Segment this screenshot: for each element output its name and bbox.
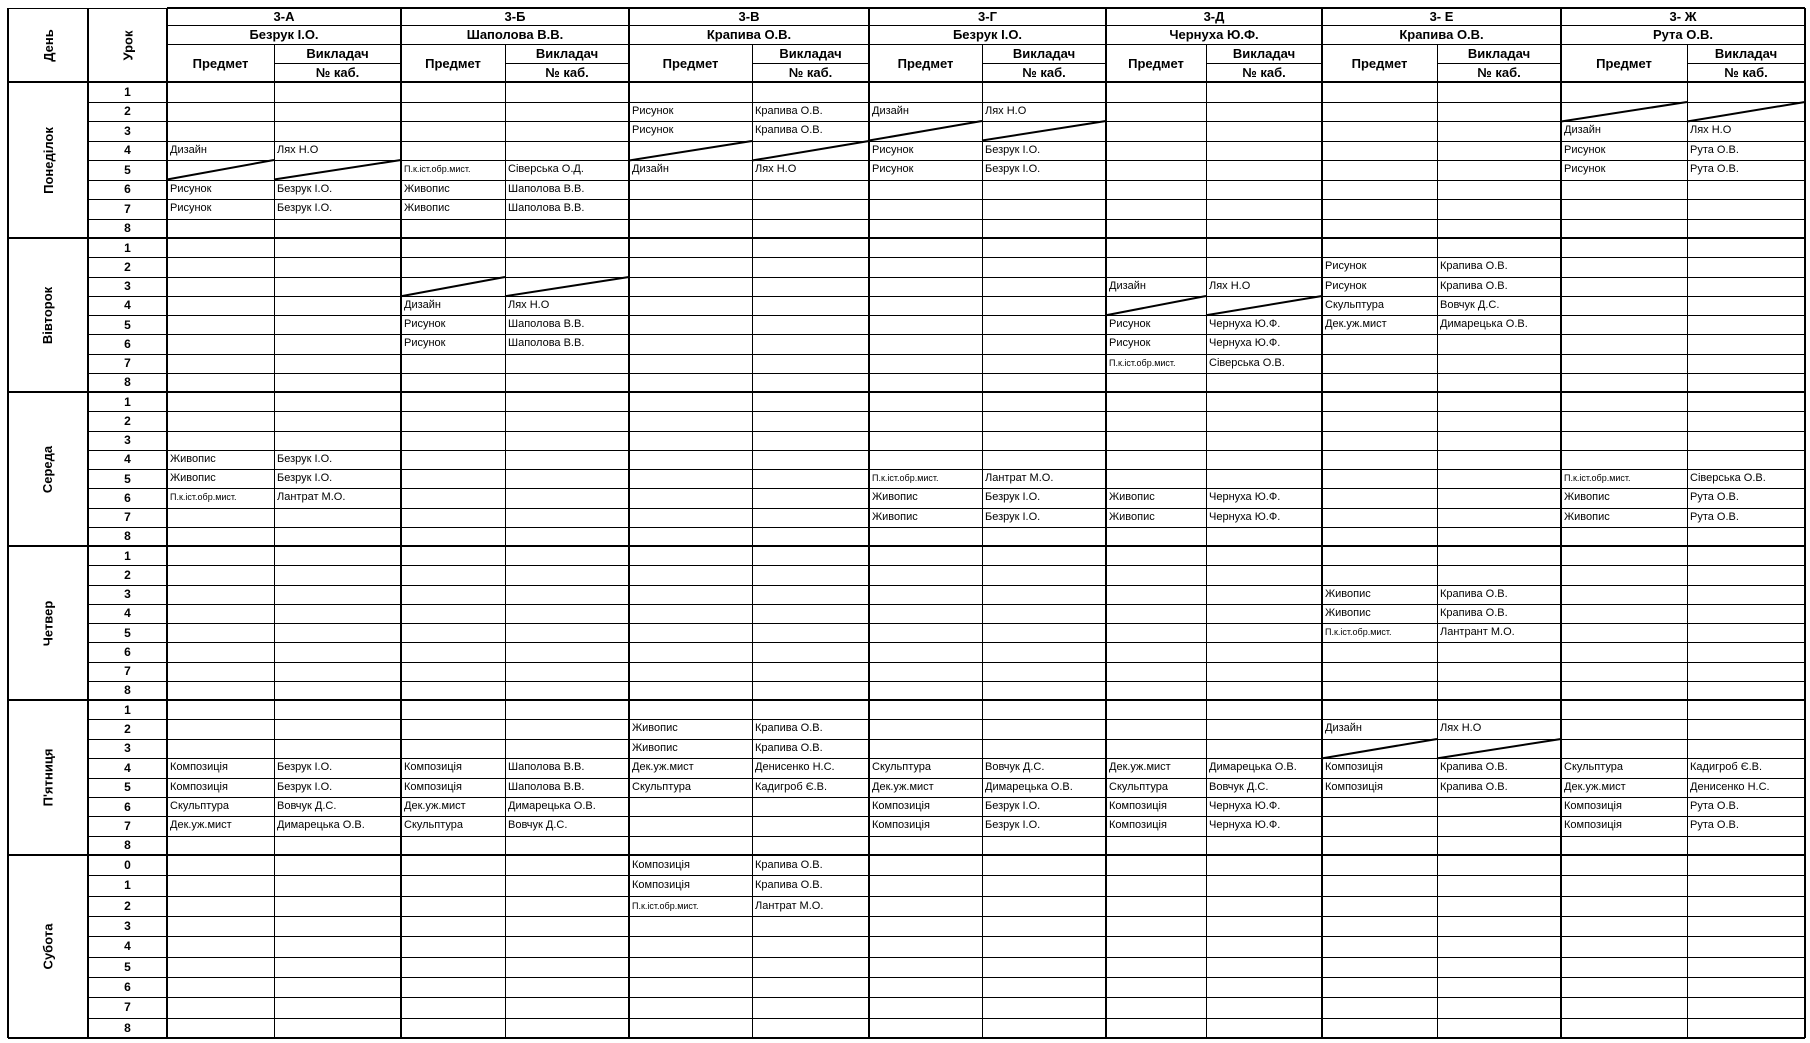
split-diagonal-line [752,141,869,161]
entry-teacher: Крапива О.В. [755,124,823,136]
entry-teacher: Крапива О.В. [1440,780,1508,793]
entry-teacher: Вовчук Д.С. [277,799,337,812]
entry-teacher: Лях Н.О [755,163,797,175]
entry-subject: Рисунок [170,182,212,195]
teacher-column-header: Викладач [306,46,369,61]
entry-subject: Композиція [170,761,228,774]
diagonal-stroke [274,160,401,180]
entry-teacher: Вовчук Д.С. [508,819,568,832]
entry-teacher: Шаполова В.В. [508,318,585,330]
entry-teacher: Лантрат М.О. [985,472,1054,484]
entry-subject: Дизайн [170,143,207,156]
entry-subject: Живопис [632,722,678,735]
split-diagonal-line [167,160,274,180]
entry-teacher: Безрук І.О. [277,182,333,195]
lesson-number: 6 [124,182,131,197]
lesson-number: 1 [124,702,131,717]
entry-teacher: Крапива О.В. [755,741,823,754]
entry-subject: Рисунок [632,124,674,136]
lesson-number: 5 [124,625,131,640]
teacher-column-header: Викладач [1232,46,1296,61]
entry-subject: Скульптура [1564,761,1624,774]
entry-teacher: Безрук І.О. [277,780,333,793]
teacher-column-header: Викладач [779,46,842,61]
entry-subject: Рисунок [872,143,914,156]
entry-subject: Композиція [404,761,462,774]
grid-line [88,681,1805,682]
lesson-number: 3 [124,279,131,294]
lesson-number: 4 [124,939,131,954]
entry-subject: Композиція [872,819,930,832]
entry-subject: Композиція [404,780,462,793]
entry-subject: Скульптура [872,761,932,774]
entry-subject: Композиція [872,799,930,812]
grid-line [1437,44,1438,1038]
grid-line [982,44,983,1038]
lesson-number: 5 [124,780,131,795]
day-column-header: День [40,28,56,62]
entry-subject: Композиція [1564,799,1622,812]
entry-subject: Дек.уж.мист [170,819,232,832]
entry-subject: Композиція [1325,761,1383,774]
entry-teacher: Рута О.В. [1690,819,1739,832]
entry-subject: Рисунок [1564,143,1606,156]
grid-line [88,936,1805,937]
grid-line [88,875,1805,876]
lesson-number: 2 [124,104,131,119]
lesson-number: 8 [124,529,131,544]
lesson-number: 4 [124,143,131,158]
entry-subject: Рисунок [170,202,212,214]
entry-subject: Композиція [1325,780,1383,793]
entry-teacher: Крапива О.В. [1440,587,1508,600]
entry-teacher: Димарецька О.В. [985,780,1073,793]
entry-subject: Рисунок [404,337,446,350]
grid-line [88,836,1805,837]
entry-subject: Скульптура [632,780,692,793]
entry-subject: Живопис [1325,606,1371,619]
entry-teacher: Лантрант М.О. [1440,626,1515,638]
entry-subject: Живопис [170,472,216,484]
day-label: Вівторок [40,286,56,344]
lesson-number: 5 [124,959,131,974]
entry-teacher: Лях Н.О [1440,722,1482,735]
entry-teacher: Димарецька О.В. [1209,761,1297,774]
entry-subject: Рисунок [1564,163,1606,175]
entry-subject: Дек.уж.мист [1109,761,1171,774]
entry-teacher: Рута О.В. [1690,143,1739,156]
entry-subject: Композиція [1564,819,1622,832]
grid-line [88,662,1805,663]
room-column-header: № каб. [315,65,360,80]
entry-subject: Скульптура [404,819,464,832]
diagonal-stroke [629,141,752,161]
lesson-number: 3 [124,741,131,756]
lesson-number: 5 [124,471,131,486]
subject-column-header: Предмет [1596,55,1652,71]
lesson-column-header: Урок [119,30,135,60]
lesson-number: 5 [124,162,131,177]
diagonal-stroke [505,277,629,296]
grid-line [8,391,1805,393]
entry-subject: Живопис [632,741,678,754]
lesson-number: 4 [124,452,131,467]
entry-subject: Композиція [632,879,690,892]
entry-teacher: Шаполова В.В. [508,761,585,774]
diagonal-stroke [1561,102,1687,122]
grid-line [8,1037,1805,1039]
lesson-number: 2 [124,259,131,274]
lesson-number: 3 [124,919,131,934]
day-label: Четвер [40,600,56,646]
entry-subject: Дек.уж.мист [872,780,934,793]
entry-teacher: Сіверська О.В. [1209,356,1285,369]
entry-teacher: Вовчук Д.С. [1440,298,1500,311]
entry-subject: Рисунок [1325,260,1367,273]
entry-subject: Живопис [1325,587,1371,600]
group-curator: Чернуха Ю.Ф. [1169,27,1259,42]
entry-subject: Дизайн [1109,279,1146,292]
split-diagonal-line [1322,739,1437,758]
entry-subject: Композиція [632,859,690,871]
grid-line [1437,63,1561,64]
grid-line [88,373,1805,374]
lesson-number: 3 [124,433,131,448]
entry-subject: Рисунок [404,318,446,330]
group-curator: Рута О.В. [1653,27,1713,42]
entry-teacher: Безрук І.О. [277,452,333,465]
entry-subject: Дизайн [404,298,441,311]
entry-teacher: Рута О.В. [1690,510,1739,523]
entry-subject: П.к.іст.обр.мист. [632,900,699,911]
entry-teacher: Крапива О.В. [755,859,823,871]
entry-subject: Скульптура [1325,298,1385,311]
entry-teacher: Лантрат М.О. [277,491,346,504]
entry-teacher: Крапива О.В. [1440,260,1508,273]
lesson-number: 6 [124,490,131,505]
entry-subject: Композиція [1109,799,1167,812]
entry-teacher: Лях Н.О [1209,279,1251,292]
group-name: 3-Б [504,9,526,24]
lesson-number: 7 [124,664,131,679]
entry-teacher: Димарецька О.В. [1440,318,1528,330]
entry-teacher: Крапива О.В. [755,722,823,735]
diagonal-stroke [401,277,505,296]
teacher-column-header: Викладач [1467,46,1531,61]
entry-teacher: Денисенко Н.С. [755,761,835,774]
entry-teacher: Лях Н.О [508,298,550,311]
grid-line [88,527,1805,528]
grid-line [88,896,1805,897]
lesson-number: 1 [124,878,131,893]
group-name: 3-А [273,9,295,24]
grid-line [1687,44,1688,1038]
entry-teacher: Лях Н.О [277,143,319,156]
lesson-number: 6 [124,644,131,659]
lesson-number: 2 [124,413,131,428]
entry-teacher: Чернуха Ю.Ф. [1209,337,1281,350]
lesson-number: 8 [124,1020,131,1035]
entry-subject: Рисунок [1109,337,1151,350]
subject-column-header: Предмет [425,55,481,71]
entry-teacher: Вовчук Д.С. [1209,780,1269,793]
lesson-number: 6 [124,336,131,351]
entry-subject: Скульптура [170,799,230,812]
room-column-header: № каб. [1724,65,1768,80]
entry-teacher: Шаполова В.В. [508,182,585,195]
subject-column-header: Предмет [897,55,954,71]
split-diagonal-line [274,160,401,180]
lesson-number: 7 [124,510,131,525]
lesson-number: 8 [124,375,131,390]
entry-subject: Дизайн [872,104,909,117]
grid-line [87,8,89,1038]
grid-line [1206,44,1207,1038]
entry-subject: П.к.іст.обр.мист. [1564,473,1631,483]
entry-subject: Рисунок [1325,279,1367,292]
split-diagonal-line [1206,296,1322,315]
entry-subject: Живопис [872,510,918,523]
entry-subject: Живопис [1109,491,1155,504]
lesson-number: 7 [124,818,131,833]
subject-column-header: Предмет [1351,55,1408,71]
split-diagonal-line [629,141,752,161]
entry-teacher: Лях Н.О [985,104,1027,117]
entry-subject: П.к.іст.обр.мист. [404,164,471,174]
split-diagonal-line [982,121,1106,141]
entry-teacher: Чернуха Ю.Ф. [1209,318,1281,330]
entry-subject: Живопис [404,202,450,214]
entry-teacher: Шаполова В.В. [508,337,585,350]
lesson-number: 4 [124,606,131,621]
split-diagonal-line [505,277,629,296]
split-diagonal-line [1437,739,1561,758]
entry-teacher: Безрук І.О. [277,761,333,774]
group-name: 3-Д [1203,9,1225,24]
grid-line [88,354,1805,355]
diagonal-stroke [1322,739,1437,758]
grid-line [88,1018,1805,1019]
entry-teacher: Рута О.В. [1690,163,1739,175]
day-label: П'ятниця [40,748,56,807]
grid-line [8,854,1805,856]
grid-line [88,411,1805,412]
entry-subject: Живопис [1564,510,1610,523]
group-curator: Шаполова В.В. [466,27,564,42]
group-curator: Крапива О.В. [1399,27,1484,42]
entry-subject: Композиція [170,780,228,793]
entry-teacher: Чернуха Ю.Ф. [1209,799,1281,812]
diagonal-stroke [167,160,274,180]
entry-subject: П.к.іст.обр.мист. [1109,357,1176,368]
grid-line [1206,63,1322,64]
entry-teacher: Безрук І.О. [985,143,1041,156]
entry-teacher: Денисенко Н.С. [1690,780,1770,793]
diagonal-stroke [1206,296,1322,315]
entry-teacher: Безрук І.О. [277,202,333,214]
subject-column-header: Предмет [662,55,719,71]
lesson-number: 8 [124,838,131,853]
entry-teacher: Вовчук Д.С. [985,761,1045,774]
entry-teacher: Рута О.В. [1690,491,1739,504]
entry-teacher: Сіверська О.Д. [508,163,584,175]
entry-teacher: Лях Н.О [1690,124,1732,136]
group-name: 3-В [738,9,760,24]
entry-subject: Рисунок [632,104,674,117]
grid-line [88,431,1805,432]
entry-teacher: Крапива О.В. [1440,279,1508,292]
entry-teacher: Безрук І.О. [985,491,1041,504]
group-name: 3- Е [1429,9,1454,24]
entry-subject: Живопис [170,452,216,465]
entry-subject: Живопис [872,491,918,504]
entry-teacher: Безрук І.О. [985,819,1041,832]
grid-line [88,916,1805,917]
entry-subject: Дек.уж.мист [1564,780,1626,793]
diagonal-stroke [869,121,982,141]
entry-teacher: Чернуха Ю.Ф. [1209,819,1281,832]
entry-subject: Живопис [404,182,450,195]
grid-line [1687,63,1805,64]
lesson-number: 8 [124,221,131,236]
entry-teacher: Безрук І.О. [277,472,333,484]
entry-subject: Рисунок [1109,318,1151,330]
entry-subject: Скульптура [1109,780,1169,793]
lesson-number: 1 [124,548,131,563]
lesson-number: 0 [124,858,131,873]
entry-teacher: Кадигроб Є.В. [755,780,828,793]
entry-teacher: Крапива О.В. [1440,606,1508,619]
teacher-column-header: Викладач [1714,46,1778,61]
lesson-number: 6 [124,980,131,995]
entry-teacher: Димарецька О.В. [277,819,365,832]
entry-subject: Дизайн [1564,124,1601,136]
entry-subject: Живопис [1109,510,1155,523]
entry-subject: Рисунок [872,163,914,175]
entry-subject: П.к.іст.обр.мист. [872,473,939,483]
room-column-header: № каб. [545,65,589,80]
diagonal-stroke [752,141,869,161]
group-curator: Крапива О.В. [706,27,792,42]
grid-line [88,219,1805,220]
entry-subject: Дизайн [1325,722,1362,735]
split-diagonal-line [1561,102,1687,122]
lesson-number: 3 [124,587,131,602]
room-column-header: № каб. [788,65,833,80]
lesson-number: 7 [124,1000,131,1015]
room-column-header: № каб. [1022,65,1066,80]
grid-line [8,237,1805,239]
grid-line [88,977,1805,978]
entry-subject: Дек.уж.мист [632,761,694,774]
grid-line [274,63,401,64]
grid-line [88,957,1805,958]
entry-subject: Дизайн [632,163,669,175]
room-column-header: № каб. [1242,65,1286,80]
entry-teacher: Димарецька О.В. [508,799,596,812]
split-diagonal-line [401,277,505,296]
entry-teacher: Безрук І.О. [985,163,1041,175]
subject-column-header: Предмет [192,55,249,71]
entry-teacher: Безрук І.О. [985,510,1041,523]
entry-teacher: Лантрат М.О. [755,899,824,912]
teacher-column-header: Викладач [535,46,599,61]
diagonal-stroke [1106,296,1206,315]
entry-teacher: Рута О.В. [1690,799,1739,812]
teacher-column-header: Викладач [1012,46,1076,61]
entry-subject: Композиція [1109,819,1167,832]
grid-line [8,81,1805,83]
grid-line [505,63,629,64]
subject-column-header: Предмет [1128,55,1184,71]
entry-subject: Дек.уж.мист [1325,318,1387,330]
entry-teacher: Шаполова В.В. [508,202,585,214]
lesson-number: 8 [124,683,131,698]
entry-teacher: Крапива О.В. [755,879,823,892]
group-name: 3- Ж [1669,9,1697,24]
grid-line [7,8,9,1038]
entry-teacher: Чернуха Ю.Ф. [1209,510,1281,523]
diagonal-stroke [1437,739,1561,758]
split-diagonal-line [1687,102,1805,122]
day-label: Понеділок [40,126,56,194]
entry-teacher: Сіверська О.В. [1690,472,1766,484]
lesson-number: 1 [124,84,131,99]
lesson-number: 6 [124,799,131,814]
grid-line [8,545,1805,547]
lesson-number: 7 [124,201,131,216]
grid-line [982,63,1106,64]
entry-teacher: Чернуха Ю.Ф. [1209,491,1281,504]
lesson-number: 1 [124,394,131,409]
entry-subject: П.к.іст.обр.мист. [1325,627,1392,637]
group-name: 3-Г [978,9,997,24]
lesson-number: 2 [124,567,131,582]
group-curator: Безрук І.О. [249,27,319,42]
lesson-number: 4 [124,298,131,313]
lesson-number: 2 [124,722,131,737]
lesson-number: 1 [124,240,131,255]
entry-teacher: Крапива О.В. [1440,761,1508,774]
diagonal-stroke [982,121,1106,141]
group-curator: Безрук І.О. [952,27,1023,42]
grid-line [752,63,869,64]
grid-line [8,699,1805,701]
lesson-number: 5 [124,317,131,332]
lesson-number: 7 [124,356,131,371]
entry-subject: П.к.іст.обр.мист. [170,492,237,503]
split-diagonal-line [869,121,982,141]
entry-subject: Живопис [1564,491,1610,504]
entry-subject: Дек.уж.мист [404,799,466,812]
entry-teacher: Безрук І.О. [985,799,1041,812]
lesson-number: 4 [124,760,131,775]
entry-teacher: Крапива О.В. [755,104,823,117]
lesson-number: 2 [124,898,131,913]
lesson-number: 3 [124,123,131,138]
entry-teacher: Шаполова В.В. [508,780,585,793]
diagonal-stroke [1687,102,1805,122]
entry-teacher: Кадигроб Є.В. [1690,761,1763,774]
grid-line [88,997,1805,998]
grid-line [88,565,1805,566]
day-label: Субота [40,923,56,970]
split-diagonal-line [1106,296,1206,315]
day-label: Середа [40,445,56,493]
room-column-header: № каб. [1477,65,1521,80]
